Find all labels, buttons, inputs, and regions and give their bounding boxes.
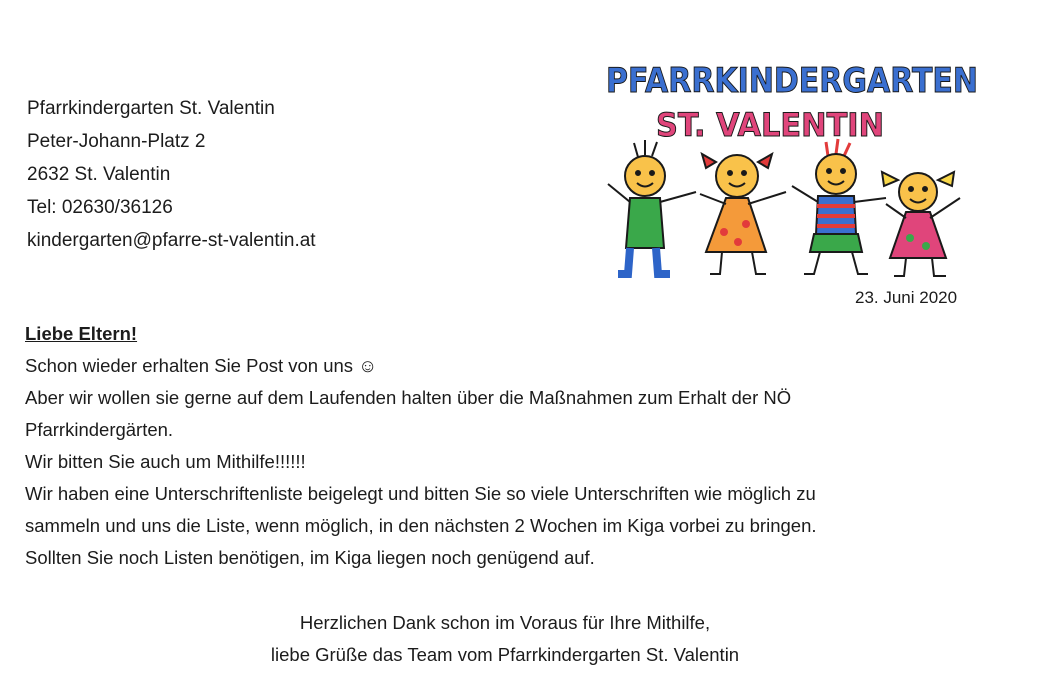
sender-street: Peter-Johann-Platz 2 <box>27 131 206 152</box>
letter-closing-thanks: Herzlichen Dank schon im Voraus für Ihre Mithilfe, <box>299 612 711 633</box>
logo-title-line1: PFARRKINDERGARTEN <box>606 61 978 101</box>
sender-city: 2632 St. Valentin <box>27 164 171 185</box>
child-drawing-1 <box>608 140 696 274</box>
sender-name: Pfarrkindergarten St. Valentin <box>27 98 275 119</box>
letter-line: Pfarrkindergärten. <box>25 419 174 440</box>
sender-address <box>27 92 316 257</box>
letter-body <box>25 318 817 574</box>
sender-email: kindergarten@pfarre-st-valentin.at <box>27 230 316 251</box>
letter-line: Wir bitten Sie auch um Mithilfe!!!!!! <box>25 451 306 472</box>
letter-line: Aber wir wollen sie gerne auf dem Laufenden halten über die Maßnahmen zum Erhalt der NÖ <box>25 387 792 408</box>
child-drawing-2 <box>700 154 786 274</box>
letter-line: sammeln und uns die Liste, wenn möglich, in den nächsten 2 Wochen im Kiga vorbei zu bringen. <box>25 515 817 536</box>
letter-line: Sollten Sie noch Listen benötigen, im Kiga liegen noch genügend auf. <box>25 547 595 568</box>
letter-line: Wir haben eine Unterschriftenliste beigelegt und bitten Sie so viele Unterschriften wie möglich zu <box>25 483 816 504</box>
letter-date: 23. Juni 2020 <box>855 288 958 307</box>
kindergarten-logo <box>600 52 985 284</box>
kindergarten-logo-drawing <box>600 52 985 284</box>
child-drawing-3 <box>792 139 886 274</box>
child-drawing-4 <box>882 172 960 276</box>
letter-greeting: Liebe Eltern! <box>25 323 138 344</box>
letter-closing-signature: liebe Grüße das Team vom Pfarrkindergarten St. Valentin <box>270 644 740 665</box>
logo-title-line2: ST. VALENTIN <box>656 106 884 144</box>
letter-line: Schon wieder erhalten Sie Post von uns ☺ <box>25 355 378 376</box>
sender-phone: Tel: 02630/36126 <box>27 197 173 218</box>
